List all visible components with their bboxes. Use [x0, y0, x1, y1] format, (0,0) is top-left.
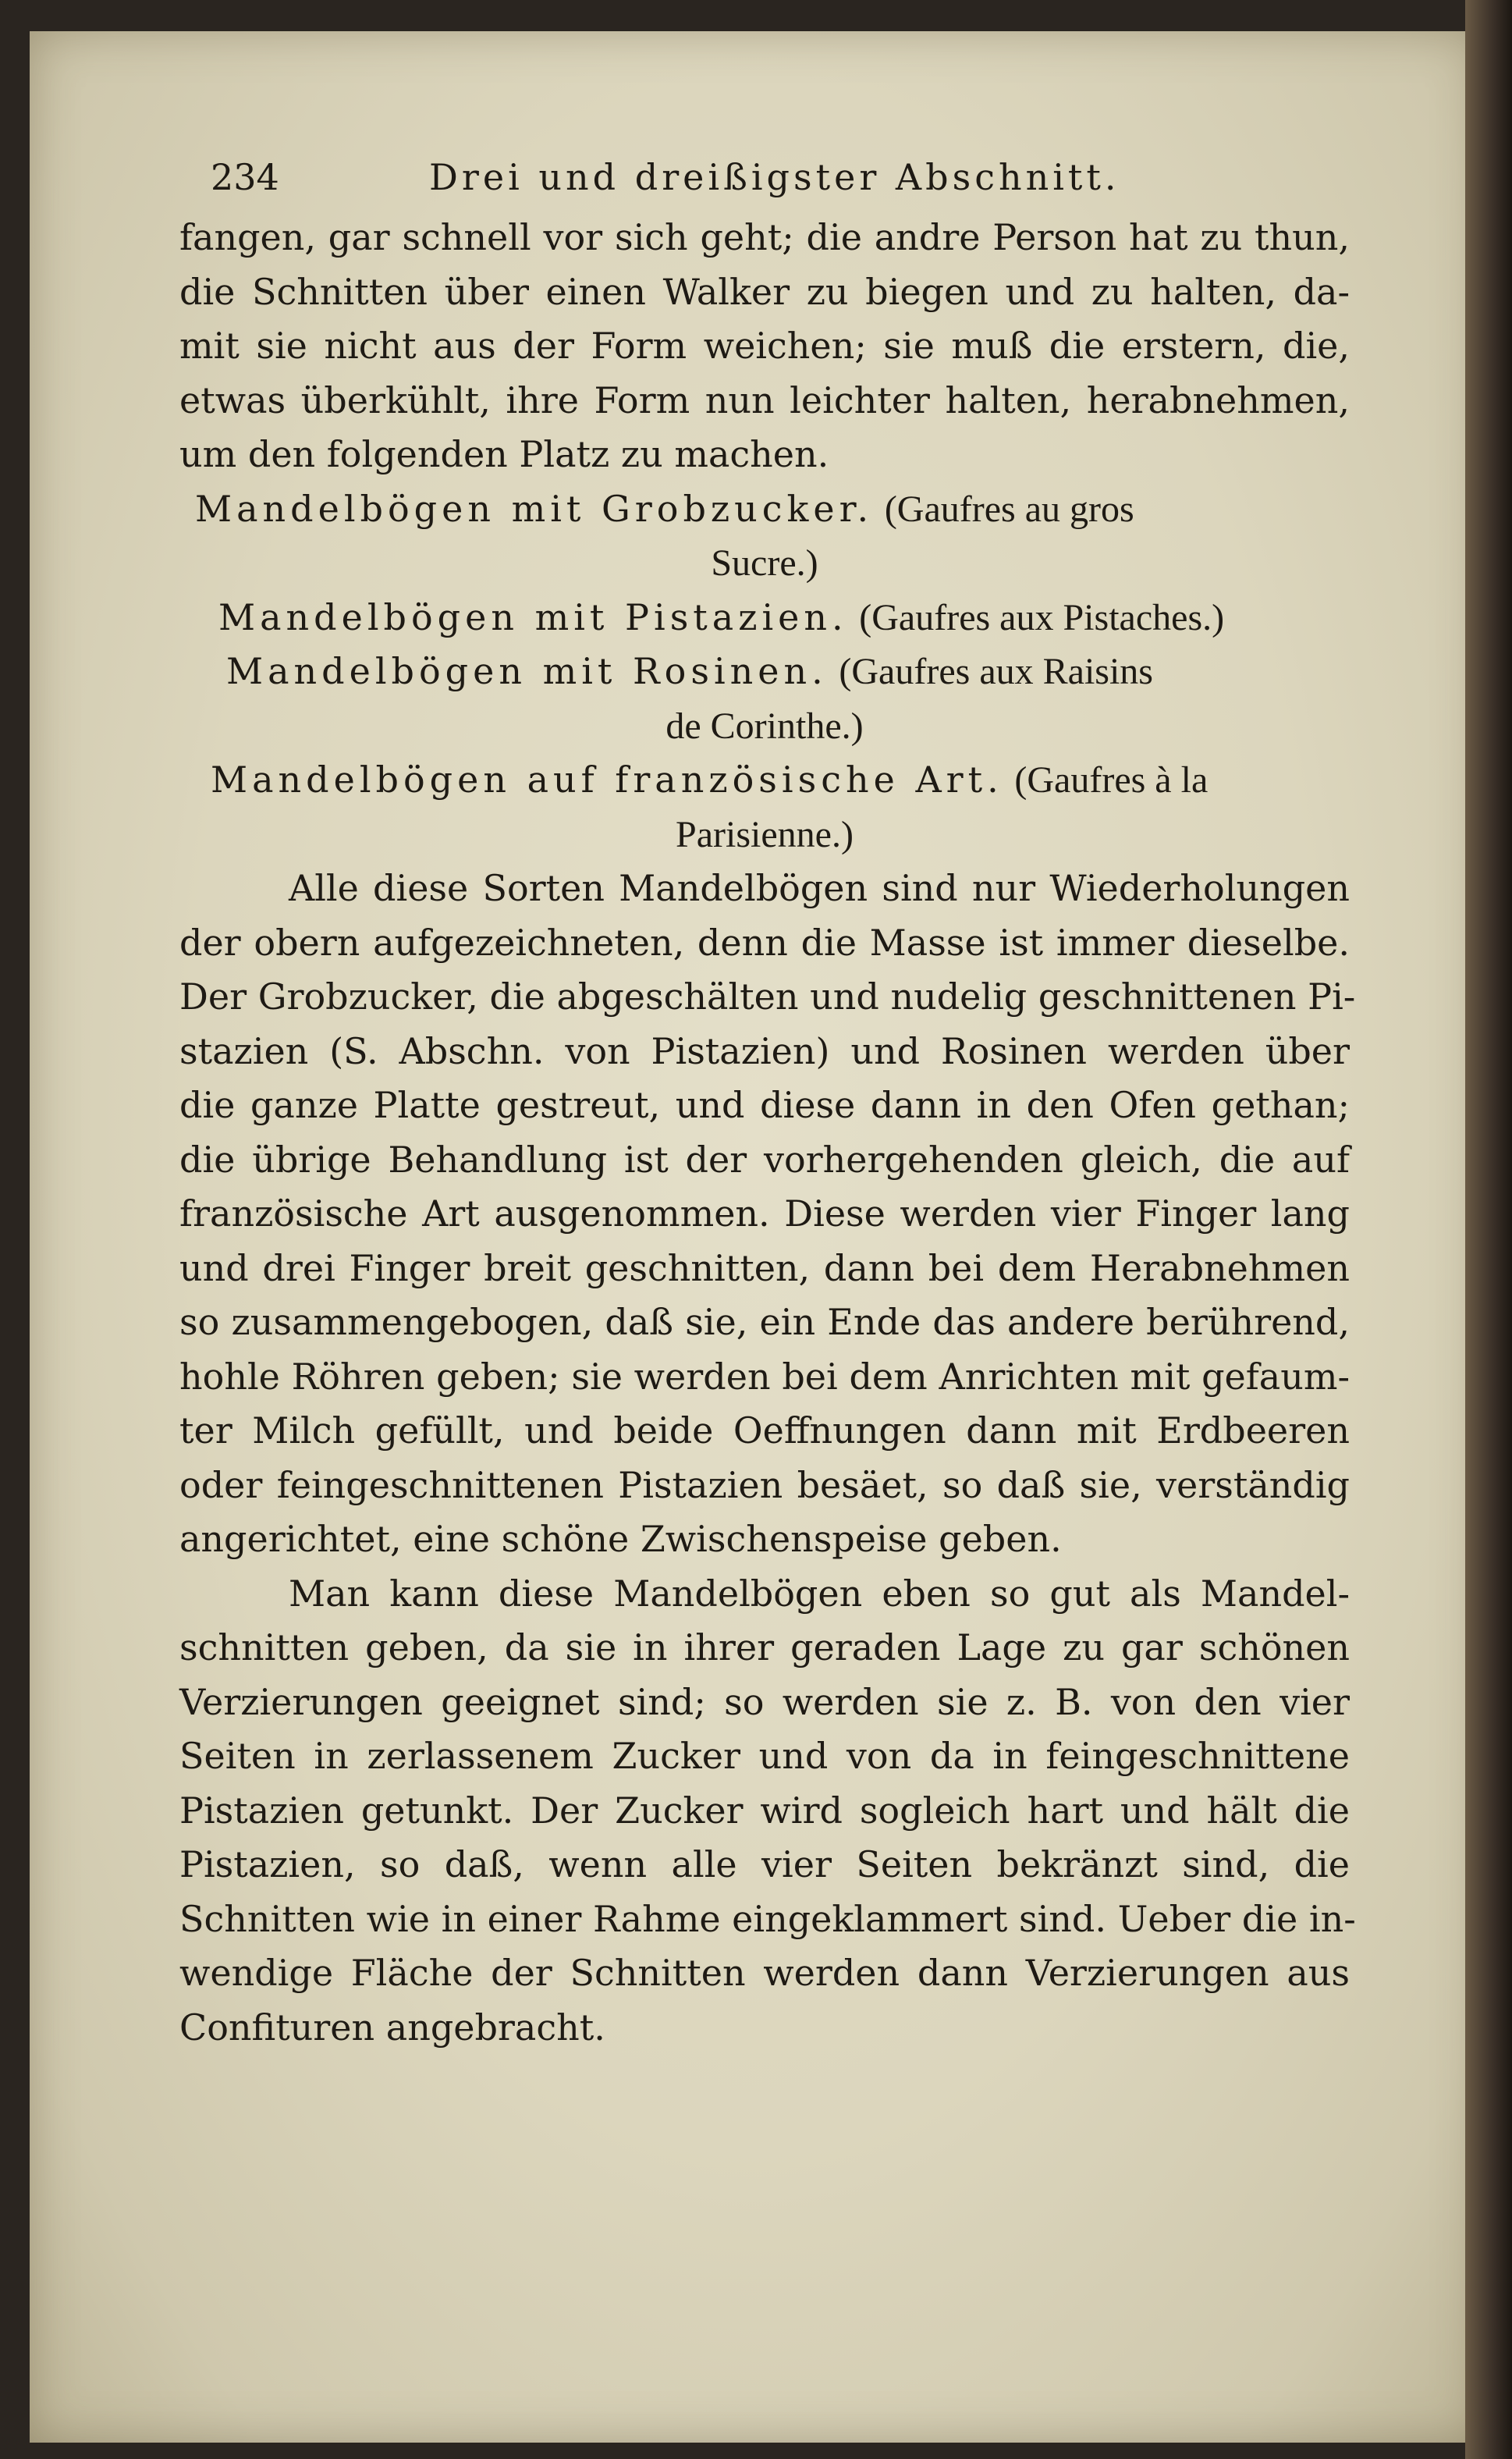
recipe-title-french-cont: Sucre.)	[711, 542, 818, 584]
recipe-title-german: Mandelbögen auf französische Art.	[211, 759, 1003, 801]
text-line: um den folgenden Platz zu machen.	[179, 433, 829, 475]
text-line: Pistazien, so daß, wenn alle vier Seiten bekränzt sind, die	[179, 1843, 1350, 1885]
text-line: und drei Finger breit geschnitten, dann bei dem Herabnehmen	[179, 1246, 1350, 1289]
recipe-title-german: Mandelbögen mit Pistazien.	[218, 595, 848, 638]
text-line: Confituren angebracht.	[179, 2006, 605, 2049]
recipe-title-french: (Gaufres au gros	[884, 488, 1134, 530]
text-line: die ganze Platte gestreut, und diese dann in den Ofen gethan;	[179, 1084, 1350, 1126]
text-line: Alle diese Sorten Mandelbögen sind nur Wiederholungen	[289, 867, 1350, 909]
text-line: angerichtet, eine schöne Zwischenspeise geben.	[179, 1518, 1062, 1560]
text-line: französische Art ausgenommen. Diese werden vier Finger lang	[179, 1192, 1350, 1235]
text-line: stazien (S. Abschn. von Pistazien) und Rosinen werden über	[179, 1029, 1350, 1072]
recipe-title-french: (Gaufres aux Raisins	[839, 651, 1153, 692]
recipe-title-german: Mandelbögen mit Grobzucker.	[195, 487, 874, 530]
recipe-title-french: (Gaufres aux Pistaches.)	[859, 596, 1225, 638]
text-line: die übrige Behandlung ist der vorhergehenden gleich, die auf	[179, 1138, 1350, 1181]
text-line: die Schnitten über einen Walker zu biegen und zu halten, da-	[179, 270, 1350, 313]
text-line: wendige Fläche der Schnitten werden dann Verzierungen aus	[179, 1952, 1350, 1994]
text-line: etwas überkühlt, ihre Form nun leichter halten, herabnehmen,	[179, 378, 1350, 421]
recipe-title-french-cont: de Corinthe.)	[665, 705, 864, 747]
paragraph-sorts	[179, 862, 1356, 1567]
recipe-title-german: Mandelbögen mit Rosinen.	[226, 650, 828, 692]
text-line: Der Grobzucker, die abgeschälten und nudelig geschnittenen Pi-	[179, 975, 1356, 1018]
page-header	[179, 148, 1350, 211]
recipe-heading	[179, 753, 1350, 862]
paragraph-mandelschnitten	[179, 1567, 1356, 2056]
recipe-title-french: (Gaufres à la	[1014, 759, 1209, 801]
page-content	[179, 148, 1356, 2055]
text-line: Pistazien getunkt. Der Zucker wird sogleich hart und hält die	[179, 1789, 1350, 1832]
text-line: schnitten geben, da sie in ihrer geraden Lage zu gar schönen	[179, 1626, 1350, 1668]
recipe-title-french-cont: Parisienne.)	[676, 813, 854, 855]
text-line: hohle Röhren geben; sie werden bei dem Anrichten mit gefaum-	[179, 1355, 1350, 1398]
intro-text	[179, 211, 1350, 482]
text-line: oder feingeschnittenen Pistazien besäet, so daß sie, verständig	[179, 1463, 1350, 1506]
recipe-heading	[179, 645, 1350, 753]
book-spine	[1465, 0, 1512, 2459]
text-line: mit sie nicht aus der Form weichen; sie muß die erstern, die,	[179, 325, 1350, 367]
text-line: der obern aufgezeichneten, denn die Masse ist immer dieselbe.	[179, 921, 1350, 964]
text-line: so zusammengebogen, daß sie, ein Ende das andere berührend,	[179, 1301, 1350, 1343]
text-line: ter Milch gefüllt, und beide Oeffnungen dann mit Erdbeeren	[179, 1409, 1350, 1452]
text-line: fangen, gar schnell vor sich geht; die andre Person hat zu thun,	[179, 216, 1350, 258]
text-line: Man kann diese Mandelbögen eben so gut als Mandel-	[289, 1572, 1350, 1615]
page-number: 234	[211, 156, 279, 198]
recipe-heading	[179, 482, 1350, 591]
text-line: Schnitten wie in einer Rahme eingeklammert sind. Ueber die in-	[179, 1897, 1356, 1940]
running-head: Drei und dreißigster Abschnitt.	[429, 156, 1120, 198]
text-line: Seiten in zerlassenem Zucker und von da in feingeschnittene	[179, 1735, 1350, 1777]
recipe-heading	[179, 591, 1350, 645]
recipe-list	[179, 482, 1350, 862]
text-line: Verzierungen geeignet sind; so werden sie z. B. von den vier	[179, 1680, 1350, 1723]
